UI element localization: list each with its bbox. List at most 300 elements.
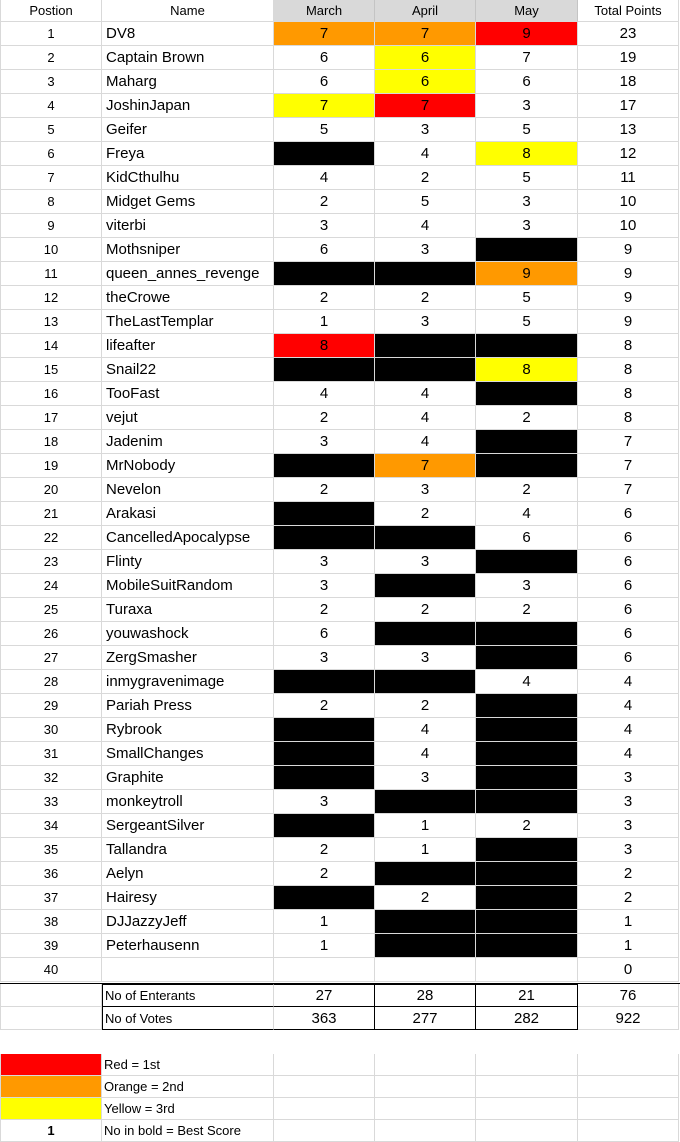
march-score-cell[interactable]: 3 — [274, 430, 375, 454]
name-cell[interactable]: inmygravenimage — [102, 670, 274, 694]
may-score-cell[interactable]: 6 — [476, 526, 578, 550]
april-score-cell[interactable]: 1 — [375, 814, 476, 838]
march-score-cell[interactable]: 7 — [274, 22, 375, 46]
may-score-cell[interactable]: 4 — [476, 670, 578, 694]
may-score-cell[interactable]: 5 — [476, 118, 578, 142]
name-cell[interactable]: Jadenim — [102, 430, 274, 454]
header-march[interactable]: March — [274, 0, 375, 22]
march-score-cell[interactable]: 6 — [274, 238, 375, 262]
total-points-cell[interactable]: 6 — [578, 646, 679, 670]
legend-swatch[interactable]: 1 — [0, 1120, 102, 1142]
empty-cell[interactable] — [476, 1076, 578, 1098]
legend-row — [0, 1098, 680, 1120]
name-cell[interactable]: Turaxa — [102, 598, 274, 622]
april-score-cell[interactable]: 2 — [375, 694, 476, 718]
empty-cell[interactable] — [375, 1076, 476, 1098]
name-cell[interactable]: Rybrook — [102, 718, 274, 742]
name-cell[interactable]: Hairesy — [102, 886, 274, 910]
name-cell[interactable]: Tallandra — [102, 838, 274, 862]
april-score-cell[interactable]: 7 — [375, 94, 476, 118]
table-row — [0, 94, 680, 118]
name-cell[interactable]: Graphite — [102, 766, 274, 790]
may-score-cell[interactable] — [476, 766, 578, 790]
april-score-cell[interactable]: 3 — [375, 118, 476, 142]
march-score-cell[interactable]: 6 — [274, 46, 375, 70]
position-cell[interactable]: 3 — [0, 70, 102, 94]
table-row — [0, 862, 680, 886]
total-points-cell[interactable]: 3 — [578, 814, 679, 838]
march-score-cell[interactable]: 3 — [274, 550, 375, 574]
march-score-cell[interactable]: 3 — [274, 646, 375, 670]
table-row — [0, 430, 680, 454]
header-april[interactable]: April — [375, 0, 476, 22]
total-points-cell[interactable]: 19 — [578, 46, 679, 70]
march-score-cell[interactable] — [274, 670, 375, 694]
header-may[interactable]: May — [476, 0, 578, 22]
position-cell[interactable]: 10 — [0, 238, 102, 262]
march-score-cell[interactable]: 8 — [274, 334, 375, 358]
may-score-cell[interactable] — [476, 382, 578, 406]
position-cell[interactable]: 17 — [0, 406, 102, 430]
may-score-cell[interactable] — [476, 934, 578, 958]
total-points-cell[interactable]: 18 — [578, 70, 679, 94]
summary-march-value[interactable]: 363 — [274, 1007, 375, 1030]
table-row — [0, 934, 680, 958]
april-score-cell[interactable] — [375, 958, 476, 982]
march-score-cell[interactable]: 6 — [274, 622, 375, 646]
name-cell[interactable]: MobileSuitRandom — [102, 574, 274, 598]
may-score-cell[interactable] — [476, 454, 578, 478]
april-score-cell[interactable]: 3 — [375, 238, 476, 262]
may-score-cell[interactable] — [476, 334, 578, 358]
total-points-cell[interactable]: 11 — [578, 166, 679, 190]
table-row — [0, 694, 680, 718]
empty-cell[interactable] — [274, 1120, 375, 1142]
march-score-cell[interactable]: 3 — [274, 790, 375, 814]
name-cell[interactable]: Freya — [102, 142, 274, 166]
position-cell[interactable]: 19 — [0, 454, 102, 478]
name-cell[interactable]: CancelledApocalypse — [102, 526, 274, 550]
position-cell[interactable]: 25 — [0, 598, 102, 622]
total-points-cell[interactable]: 8 — [578, 334, 679, 358]
total-points-cell[interactable]: 9 — [578, 262, 679, 286]
may-score-cell[interactable]: 3 — [476, 574, 578, 598]
summary-blank-cell[interactable] — [0, 984, 102, 1007]
total-points-cell[interactable]: 6 — [578, 574, 679, 598]
summary-may-value[interactable]: 21 — [476, 984, 578, 1007]
march-score-cell[interactable]: 3 — [274, 214, 375, 238]
empty-cell[interactable] — [375, 1098, 476, 1120]
total-points-cell[interactable]: 4 — [578, 670, 679, 694]
position-cell[interactable]: 40 — [0, 958, 102, 982]
march-score-cell[interactable]: 5 — [274, 118, 375, 142]
may-score-cell[interactable] — [476, 742, 578, 766]
march-score-cell[interactable]: 1 — [274, 310, 375, 334]
name-cell[interactable]: KidCthulhu — [102, 166, 274, 190]
march-score-cell[interactable]: 3 — [274, 574, 375, 598]
may-score-cell[interactable]: 9 — [476, 22, 578, 46]
april-score-cell[interactable]: 6 — [375, 70, 476, 94]
total-points-cell[interactable]: 1 — [578, 934, 679, 958]
name-cell[interactable]: TheLastTemplar — [102, 310, 274, 334]
april-score-cell[interactable]: 2 — [375, 502, 476, 526]
name-cell[interactable]: DJJazzyJeff — [102, 910, 274, 934]
position-cell[interactable]: 13 — [0, 310, 102, 334]
total-points-cell[interactable]: 4 — [578, 718, 679, 742]
may-score-cell[interactable] — [476, 646, 578, 670]
empty-cell[interactable] — [274, 1076, 375, 1098]
march-score-cell[interactable] — [274, 142, 375, 166]
position-cell[interactable]: 35 — [0, 838, 102, 862]
table-row — [0, 670, 680, 694]
april-score-cell[interactable]: 2 — [375, 598, 476, 622]
position-cell[interactable]: 37 — [0, 886, 102, 910]
name-cell[interactable]: Aelyn — [102, 862, 274, 886]
april-score-cell[interactable] — [375, 934, 476, 958]
legend-swatch[interactable] — [0, 1054, 102, 1076]
march-score-cell[interactable] — [274, 742, 375, 766]
april-score-cell[interactable]: 3 — [375, 478, 476, 502]
march-score-cell[interactable] — [274, 718, 375, 742]
position-cell[interactable]: 29 — [0, 694, 102, 718]
march-score-cell[interactable]: 2 — [274, 694, 375, 718]
name-cell[interactable]: theCrowe — [102, 286, 274, 310]
summary-total-value[interactable]: 922 — [578, 1007, 679, 1030]
name-cell[interactable]: youwashock — [102, 622, 274, 646]
position-cell[interactable]: 9 — [0, 214, 102, 238]
position-cell[interactable]: 12 — [0, 286, 102, 310]
may-score-cell[interactable] — [476, 886, 578, 910]
table-row — [0, 478, 680, 502]
may-score-cell[interactable]: 7 — [476, 46, 578, 70]
march-score-cell[interactable] — [274, 526, 375, 550]
position-cell[interactable]: 33 — [0, 790, 102, 814]
empty-cell[interactable] — [375, 1054, 476, 1076]
may-score-cell[interactable]: 3 — [476, 190, 578, 214]
name-cell[interactable]: MrNobody — [102, 454, 274, 478]
april-score-cell[interactable] — [375, 334, 476, 358]
name-cell[interactable]: SergeantSilver — [102, 814, 274, 838]
may-score-cell[interactable] — [476, 910, 578, 934]
may-score-cell[interactable]: 2 — [476, 814, 578, 838]
empty-cell[interactable] — [578, 1098, 679, 1120]
legend-text[interactable]: No in bold = Best Score — [102, 1120, 274, 1142]
total-points-cell[interactable]: 23 — [578, 22, 679, 46]
summary-blank-cell[interactable] — [0, 1007, 102, 1030]
summary-label[interactable]: No of Enterants — [102, 984, 274, 1007]
table-row — [0, 166, 680, 190]
total-points-cell[interactable]: 9 — [578, 286, 679, 310]
may-score-cell[interactable] — [476, 622, 578, 646]
header-name[interactable]: Name — [102, 0, 274, 22]
empty-cell[interactable] — [578, 1054, 679, 1076]
name-cell[interactable]: Pariah Press — [102, 694, 274, 718]
total-points-cell[interactable]: 10 — [578, 190, 679, 214]
april-score-cell[interactable]: 5 — [375, 190, 476, 214]
summary-may-value[interactable]: 282 — [476, 1007, 578, 1030]
march-score-cell[interactable]: 2 — [274, 838, 375, 862]
position-cell[interactable]: 5 — [0, 118, 102, 142]
may-score-cell[interactable]: 5 — [476, 310, 578, 334]
summary-april-value[interactable]: 28 — [375, 984, 476, 1007]
may-score-cell[interactable] — [476, 238, 578, 262]
empty-cell[interactable] — [476, 1120, 578, 1142]
may-score-cell[interactable]: 4 — [476, 502, 578, 526]
summary-march-value[interactable]: 27 — [274, 984, 375, 1007]
position-cell[interactable]: 15 — [0, 358, 102, 382]
april-score-cell[interactable]: 3 — [375, 646, 476, 670]
april-score-cell[interactable]: 3 — [375, 766, 476, 790]
position-cell[interactable]: 23 — [0, 550, 102, 574]
name-cell[interactable]: viterbi — [102, 214, 274, 238]
total-points-cell[interactable]: 10 — [578, 214, 679, 238]
position-cell[interactable]: 31 — [0, 742, 102, 766]
march-score-cell[interactable]: 7 — [274, 94, 375, 118]
may-score-cell[interactable]: 8 — [476, 358, 578, 382]
march-score-cell[interactable] — [274, 262, 375, 286]
march-score-cell[interactable]: 6 — [274, 70, 375, 94]
name-cell[interactable]: Snail22 — [102, 358, 274, 382]
march-score-cell[interactable]: 4 — [274, 166, 375, 190]
april-score-cell[interactable]: 7 — [375, 454, 476, 478]
total-points-cell[interactable]: 9 — [578, 310, 679, 334]
march-score-cell[interactable] — [274, 502, 375, 526]
position-cell[interactable]: 20 — [0, 478, 102, 502]
total-points-cell[interactable]: 6 — [578, 526, 679, 550]
total-points-cell[interactable]: 1 — [578, 910, 679, 934]
position-cell[interactable]: 34 — [0, 814, 102, 838]
summary-april-value[interactable]: 277 — [375, 1007, 476, 1030]
position-cell[interactable]: 38 — [0, 910, 102, 934]
april-score-cell[interactable] — [375, 670, 476, 694]
legend-text[interactable]: Red = 1st — [102, 1054, 274, 1076]
legend-swatch[interactable] — [0, 1098, 102, 1120]
april-score-cell[interactable] — [375, 526, 476, 550]
empty-cell[interactable] — [578, 1120, 679, 1142]
may-score-cell[interactable] — [476, 550, 578, 574]
total-points-cell[interactable]: 13 — [578, 118, 679, 142]
position-cell[interactable]: 2 — [0, 46, 102, 70]
total-points-cell[interactable]: 6 — [578, 550, 679, 574]
march-score-cell[interactable]: 2 — [274, 862, 375, 886]
total-points-cell[interactable]: 7 — [578, 454, 679, 478]
may-score-cell[interactable]: 2 — [476, 478, 578, 502]
summary-total-value[interactable]: 76 — [578, 984, 679, 1007]
name-cell[interactable]: monkeytroll — [102, 790, 274, 814]
legend-text[interactable]: Yellow = 3rd — [102, 1098, 274, 1120]
name-cell[interactable]: TooFast — [102, 382, 274, 406]
total-points-cell[interactable]: 6 — [578, 598, 679, 622]
total-points-cell[interactable]: 6 — [578, 622, 679, 646]
name-cell[interactable]: Captain Brown — [102, 46, 274, 70]
total-points-cell[interactable]: 4 — [578, 694, 679, 718]
position-cell[interactable]: 11 — [0, 262, 102, 286]
april-score-cell[interactable] — [375, 910, 476, 934]
april-score-cell[interactable]: 3 — [375, 310, 476, 334]
march-score-cell[interactable]: 2 — [274, 478, 375, 502]
may-score-cell[interactable] — [476, 790, 578, 814]
may-score-cell[interactable] — [476, 430, 578, 454]
table-row — [0, 958, 680, 982]
march-score-cell[interactable] — [274, 454, 375, 478]
empty-cell[interactable] — [578, 1076, 679, 1098]
total-points-cell[interactable]: 3 — [578, 838, 679, 862]
april-score-cell[interactable]: 4 — [375, 382, 476, 406]
name-cell[interactable]: Geifer — [102, 118, 274, 142]
may-score-cell[interactable]: 5 — [476, 166, 578, 190]
position-cell[interactable]: 7 — [0, 166, 102, 190]
march-score-cell[interactable]: 4 — [274, 382, 375, 406]
legend-swatch[interactable] — [0, 1076, 102, 1098]
position-cell[interactable]: 14 — [0, 334, 102, 358]
total-points-cell[interactable]: 8 — [578, 382, 679, 406]
legend-row — [0, 1076, 680, 1098]
name-cell[interactable]: Nevelon — [102, 478, 274, 502]
total-points-cell[interactable]: 2 — [578, 862, 679, 886]
may-score-cell[interactable] — [476, 862, 578, 886]
total-points-cell[interactable]: 4 — [578, 742, 679, 766]
empty-cell[interactable] — [476, 1054, 578, 1076]
april-score-cell[interactable] — [375, 862, 476, 886]
name-cell[interactable]: ZergSmasher — [102, 646, 274, 670]
position-cell[interactable]: 28 — [0, 670, 102, 694]
march-score-cell[interactable] — [274, 358, 375, 382]
may-score-cell[interactable]: 3 — [476, 94, 578, 118]
name-cell[interactable] — [102, 958, 274, 982]
summary-label[interactable]: No of Votes — [102, 1007, 274, 1030]
header-position[interactable]: Postion — [0, 0, 102, 22]
table-row — [0, 646, 680, 670]
april-score-cell[interactable]: 4 — [375, 742, 476, 766]
may-score-cell[interactable] — [476, 694, 578, 718]
name-cell[interactable]: JoshinJapan — [102, 94, 274, 118]
april-score-cell[interactable]: 2 — [375, 286, 476, 310]
total-points-cell[interactable]: 3 — [578, 790, 679, 814]
position-cell[interactable]: 21 — [0, 502, 102, 526]
april-score-cell[interactable] — [375, 358, 476, 382]
april-score-cell[interactable]: 4 — [375, 430, 476, 454]
table-row — [0, 526, 680, 550]
march-score-cell[interactable]: 1 — [274, 934, 375, 958]
total-points-cell[interactable]: 8 — [578, 406, 679, 430]
position-cell[interactable]: 4 — [0, 94, 102, 118]
may-score-cell[interactable]: 2 — [476, 406, 578, 430]
may-score-cell[interactable]: 9 — [476, 262, 578, 286]
name-cell[interactable]: Flinty — [102, 550, 274, 574]
may-score-cell[interactable] — [476, 958, 578, 982]
table-row — [0, 142, 680, 166]
name-cell[interactable]: SmallChanges — [102, 742, 274, 766]
march-score-cell[interactable]: 2 — [274, 598, 375, 622]
position-cell[interactable]: 8 — [0, 190, 102, 214]
empty-cell[interactable] — [274, 1054, 375, 1076]
march-score-cell[interactable] — [274, 958, 375, 982]
march-score-cell[interactable] — [274, 886, 375, 910]
april-score-cell[interactable]: 7 — [375, 22, 476, 46]
april-score-cell[interactable]: 4 — [375, 406, 476, 430]
march-score-cell[interactable]: 2 — [274, 190, 375, 214]
position-cell[interactable]: 39 — [0, 934, 102, 958]
total-points-cell[interactable]: 6 — [578, 502, 679, 526]
position-cell[interactable]: 18 — [0, 430, 102, 454]
april-score-cell[interactable] — [375, 622, 476, 646]
may-score-cell[interactable]: 6 — [476, 70, 578, 94]
total-points-cell[interactable]: 0 — [578, 958, 679, 982]
total-points-cell[interactable]: 3 — [578, 766, 679, 790]
total-points-cell[interactable]: 8 — [578, 358, 679, 382]
may-score-cell[interactable]: 8 — [476, 142, 578, 166]
table-row — [0, 598, 680, 622]
legend-text[interactable]: Orange = 2nd — [102, 1076, 274, 1098]
april-score-cell[interactable] — [375, 262, 476, 286]
name-cell[interactable]: DV8 — [102, 22, 274, 46]
position-cell[interactable]: 27 — [0, 646, 102, 670]
may-score-cell[interactable] — [476, 838, 578, 862]
total-points-cell[interactable]: 7 — [578, 478, 679, 502]
position-cell[interactable]: 1 — [0, 22, 102, 46]
name-cell[interactable]: Mothsniper — [102, 238, 274, 262]
april-score-cell[interactable]: 4 — [375, 142, 476, 166]
may-score-cell[interactable]: 2 — [476, 598, 578, 622]
april-score-cell[interactable] — [375, 574, 476, 598]
april-score-cell[interactable]: 4 — [375, 214, 476, 238]
name-cell[interactable]: Midget Gems — [102, 190, 274, 214]
march-score-cell[interactable]: 2 — [274, 406, 375, 430]
position-cell[interactable]: 30 — [0, 718, 102, 742]
position-cell[interactable]: 22 — [0, 526, 102, 550]
header-total-points[interactable]: Total Points — [578, 0, 679, 22]
april-score-cell[interactable]: 6 — [375, 46, 476, 70]
position-cell[interactable]: 26 — [0, 622, 102, 646]
total-points-cell[interactable]: 17 — [578, 94, 679, 118]
legend-row — [0, 1120, 680, 1142]
april-score-cell[interactable]: 2 — [375, 166, 476, 190]
name-cell[interactable]: lifeafter — [102, 334, 274, 358]
name-cell[interactable]: Maharg — [102, 70, 274, 94]
name-cell[interactable]: vejut — [102, 406, 274, 430]
march-score-cell[interactable]: 1 — [274, 910, 375, 934]
total-points-cell[interactable]: 9 — [578, 238, 679, 262]
position-cell[interactable]: 32 — [0, 766, 102, 790]
march-score-cell[interactable] — [274, 814, 375, 838]
may-score-cell[interactable]: 3 — [476, 214, 578, 238]
april-score-cell[interactable] — [375, 790, 476, 814]
table-row — [0, 406, 680, 430]
name-cell[interactable]: Peterhausenn — [102, 934, 274, 958]
table-row — [0, 118, 680, 142]
april-score-cell[interactable]: 2 — [375, 886, 476, 910]
position-cell[interactable]: 24 — [0, 574, 102, 598]
empty-cell[interactable] — [476, 1098, 578, 1120]
march-score-cell[interactable]: 2 — [274, 286, 375, 310]
empty-cell[interactable] — [375, 1120, 476, 1142]
name-cell[interactable]: Arakasi — [102, 502, 274, 526]
name-cell[interactable]: queen_annes_revenge — [102, 262, 274, 286]
march-score-cell[interactable] — [274, 766, 375, 790]
may-score-cell[interactable] — [476, 718, 578, 742]
position-cell[interactable]: 16 — [0, 382, 102, 406]
april-score-cell[interactable]: 1 — [375, 838, 476, 862]
empty-cell[interactable] — [274, 1098, 375, 1120]
may-score-cell[interactable]: 5 — [476, 286, 578, 310]
april-score-cell[interactable]: 3 — [375, 550, 476, 574]
total-points-cell[interactable]: 7 — [578, 430, 679, 454]
position-cell[interactable]: 6 — [0, 142, 102, 166]
position-cell[interactable]: 36 — [0, 862, 102, 886]
total-points-cell[interactable]: 12 — [578, 142, 679, 166]
total-points-cell[interactable]: 2 — [578, 886, 679, 910]
april-score-cell[interactable]: 4 — [375, 718, 476, 742]
